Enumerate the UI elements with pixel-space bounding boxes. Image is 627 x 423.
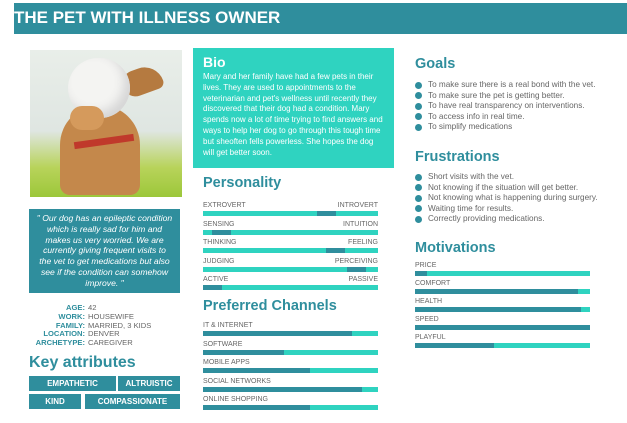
channel-labels bbox=[203, 377, 378, 386]
motivation-label: PLAYFUL bbox=[415, 334, 446, 341]
bullet-icon bbox=[415, 82, 422, 89]
trait-marker bbox=[212, 230, 231, 235]
motivation-labels bbox=[415, 279, 590, 288]
channel-label: SOCIAL NETWORKS bbox=[203, 377, 271, 385]
channel-fill bbox=[203, 368, 310, 373]
goals-text: To make sure the pet is getting better. bbox=[428, 90, 565, 100]
motivation-label: SPEED bbox=[415, 316, 439, 323]
trait-labels bbox=[203, 220, 378, 229]
goals-text: To access info in real time. bbox=[428, 111, 525, 121]
motivation-labels bbox=[415, 333, 590, 342]
goals-list bbox=[415, 80, 595, 133]
trait-left-label: SENSING bbox=[203, 220, 235, 228]
personality-title: Personality bbox=[203, 175, 282, 191]
info-value: MARRIED, 3 KIDS bbox=[88, 320, 152, 330]
frustrations-list bbox=[415, 172, 598, 225]
quote-box: " Our dog has an epileptic condition which is really sad for him and makes us very worried. We are currently giving frequent visits to the vet to get medications but also see if the condition can somehow improve. " bbox=[29, 209, 180, 293]
frustrations-text: Not knowing what is happening during surgery. bbox=[428, 193, 598, 202]
page-title: THE PET WITH ILLNESS OWNER bbox=[14, 8, 281, 27]
channel-label: IT & INTERNET bbox=[203, 322, 253, 329]
trait-right-label: INTROVERT bbox=[337, 202, 378, 209]
motivation-row bbox=[415, 315, 590, 330]
goals-text: To make sure there is a real bond with the vet. bbox=[428, 80, 596, 89]
motivation-bar bbox=[415, 307, 590, 312]
goals-text: To simplify medications bbox=[428, 122, 513, 131]
trait-left-label: EXTROVERT bbox=[203, 202, 246, 209]
info-key: AGE: bbox=[66, 303, 85, 312]
motivation-fill bbox=[415, 271, 427, 276]
info-value: 42 bbox=[88, 303, 97, 312]
trait-bar bbox=[203, 248, 378, 253]
bullet-icon bbox=[415, 216, 422, 223]
trait-marker bbox=[203, 285, 222, 290]
bullet-icon bbox=[415, 103, 422, 110]
channel-fill bbox=[203, 405, 310, 410]
motivation-bar bbox=[415, 271, 590, 276]
frustrations-text: Correctly providing medications. bbox=[428, 214, 545, 223]
personality-row bbox=[203, 201, 378, 216]
goals-item bbox=[415, 91, 595, 102]
goals-item bbox=[415, 80, 595, 91]
motivation-labels bbox=[415, 297, 590, 306]
motivation-fill bbox=[415, 343, 494, 348]
info-value: DENVER bbox=[88, 329, 120, 339]
frustrations-text: Short visits with the vet. bbox=[428, 172, 515, 181]
channel-row bbox=[203, 395, 378, 410]
motivation-row bbox=[415, 333, 590, 348]
channel-label: ONLINE SHOPPING bbox=[203, 396, 268, 403]
channel-row bbox=[203, 321, 378, 336]
channel-row bbox=[203, 358, 378, 373]
bullet-icon bbox=[415, 124, 422, 131]
info-value: HOUSEWIFE bbox=[88, 311, 134, 321]
channel-label: MOBILE APPS bbox=[203, 359, 250, 366]
frustrations-title: Frustrations bbox=[415, 149, 500, 165]
motivation-labels bbox=[415, 261, 590, 270]
bullet-icon bbox=[415, 184, 422, 191]
channel-bar bbox=[203, 387, 378, 392]
attribute-tag: ALTRUISTIC bbox=[118, 376, 180, 391]
frustrations-item bbox=[415, 172, 598, 183]
attribute-tag: COMPASSIONATE bbox=[85, 394, 180, 409]
motivation-label: COMFORT bbox=[415, 280, 451, 287]
bio-box bbox=[193, 48, 394, 168]
trait-labels bbox=[203, 275, 378, 284]
channel-bar bbox=[203, 331, 378, 336]
trait-left-label: JUDGING bbox=[203, 257, 235, 265]
trait-left-label: ACTIVE bbox=[203, 276, 229, 283]
dog-photo bbox=[30, 50, 182, 197]
trait-right-label: INTUITION bbox=[343, 220, 378, 228]
motivation-row bbox=[415, 297, 590, 312]
frustrations-text: Not knowing if the situation will get better. bbox=[428, 182, 579, 192]
channel-fill bbox=[203, 350, 284, 355]
frustrations-item bbox=[415, 214, 598, 225]
goals-item bbox=[415, 112, 595, 123]
personality-row bbox=[203, 220, 378, 235]
personality-row bbox=[203, 257, 378, 272]
trait-marker bbox=[347, 267, 366, 272]
trait-labels bbox=[203, 257, 378, 266]
personality-row bbox=[203, 275, 378, 290]
frustrations-item bbox=[415, 204, 598, 215]
channel-fill bbox=[203, 331, 352, 336]
bullet-icon bbox=[415, 205, 422, 212]
motivation-row bbox=[415, 261, 590, 276]
motivation-bar bbox=[415, 289, 590, 294]
bullet-icon bbox=[415, 92, 422, 99]
channel-bar bbox=[203, 350, 378, 355]
channel-bar bbox=[203, 368, 378, 373]
info-key: ARCHETYPE: bbox=[35, 338, 85, 348]
channel-labels bbox=[203, 340, 378, 349]
info-key: LOCATION: bbox=[43, 329, 85, 339]
motivation-row bbox=[415, 279, 590, 294]
attribute-tag: EMPATHETIC bbox=[29, 376, 116, 391]
bio-text: Mary and her family have had a few pets in their lives. They are used to appointments to the veterinarian and pet's wellness until recently they discovered that their dog had a condition. Mary spends now a lot of time trying to find answers and ways to help her dog to go through this tough time but sheoften fells powerless. She hopes the dog will get better soon. bbox=[203, 72, 383, 157]
trait-right-label: PASSIVE bbox=[348, 276, 378, 283]
channel-labels bbox=[203, 395, 378, 404]
channel-bar bbox=[203, 405, 378, 410]
channel-row bbox=[203, 377, 378, 392]
trait-bar bbox=[203, 230, 378, 235]
channel-labels bbox=[203, 358, 378, 367]
trait-bar bbox=[203, 285, 378, 290]
motivation-fill bbox=[415, 289, 578, 294]
frustrations-item bbox=[415, 183, 598, 194]
trait-marker bbox=[326, 248, 345, 253]
frustrations-text: Waiting time for results. bbox=[428, 203, 514, 213]
motivation-labels bbox=[415, 315, 590, 324]
personality-row bbox=[203, 238, 378, 253]
motivation-label: PRICE bbox=[415, 262, 437, 269]
key-attributes-title: Key attributes bbox=[29, 354, 136, 371]
info-row bbox=[14, 339, 184, 348]
motivation-fill bbox=[415, 307, 581, 312]
trait-marker bbox=[317, 211, 336, 216]
motivation-bar bbox=[415, 343, 590, 348]
bullet-icon bbox=[415, 113, 422, 120]
goals-title: Goals bbox=[415, 56, 456, 72]
trait-bar bbox=[203, 267, 378, 272]
trait-labels bbox=[203, 238, 378, 247]
info-list bbox=[14, 304, 184, 348]
trait-bar bbox=[203, 211, 378, 216]
channel-row bbox=[203, 340, 378, 355]
info-key: FAMILY: bbox=[55, 320, 85, 330]
goals-text: To have real transparency on interventions. bbox=[428, 101, 585, 110]
info-key: WORK: bbox=[58, 311, 85, 321]
channels-title: Preferred Channels bbox=[203, 298, 337, 314]
goals-item bbox=[415, 122, 595, 133]
trait-left-label: THINKING bbox=[203, 239, 237, 246]
attribute-tag: KIND bbox=[29, 394, 81, 409]
trait-right-label: PERCEIVING bbox=[334, 257, 378, 265]
goals-item bbox=[415, 101, 595, 112]
channel-label: SOFTWARE bbox=[203, 340, 243, 348]
frustrations-item bbox=[415, 193, 598, 204]
trait-labels bbox=[203, 201, 378, 210]
bullet-icon bbox=[415, 195, 422, 202]
info-value: CAREGIVER bbox=[88, 338, 133, 348]
motivations-title: Motivations bbox=[415, 240, 496, 256]
channel-labels bbox=[203, 321, 378, 330]
trait-right-label: FEELING bbox=[348, 239, 378, 246]
channel-fill bbox=[203, 387, 362, 392]
motivation-fill bbox=[415, 325, 590, 330]
motivation-bar bbox=[415, 325, 590, 330]
motivation-label: HEALTH bbox=[415, 298, 443, 305]
bullet-icon bbox=[415, 174, 422, 181]
bio-title: Bio bbox=[203, 54, 226, 70]
